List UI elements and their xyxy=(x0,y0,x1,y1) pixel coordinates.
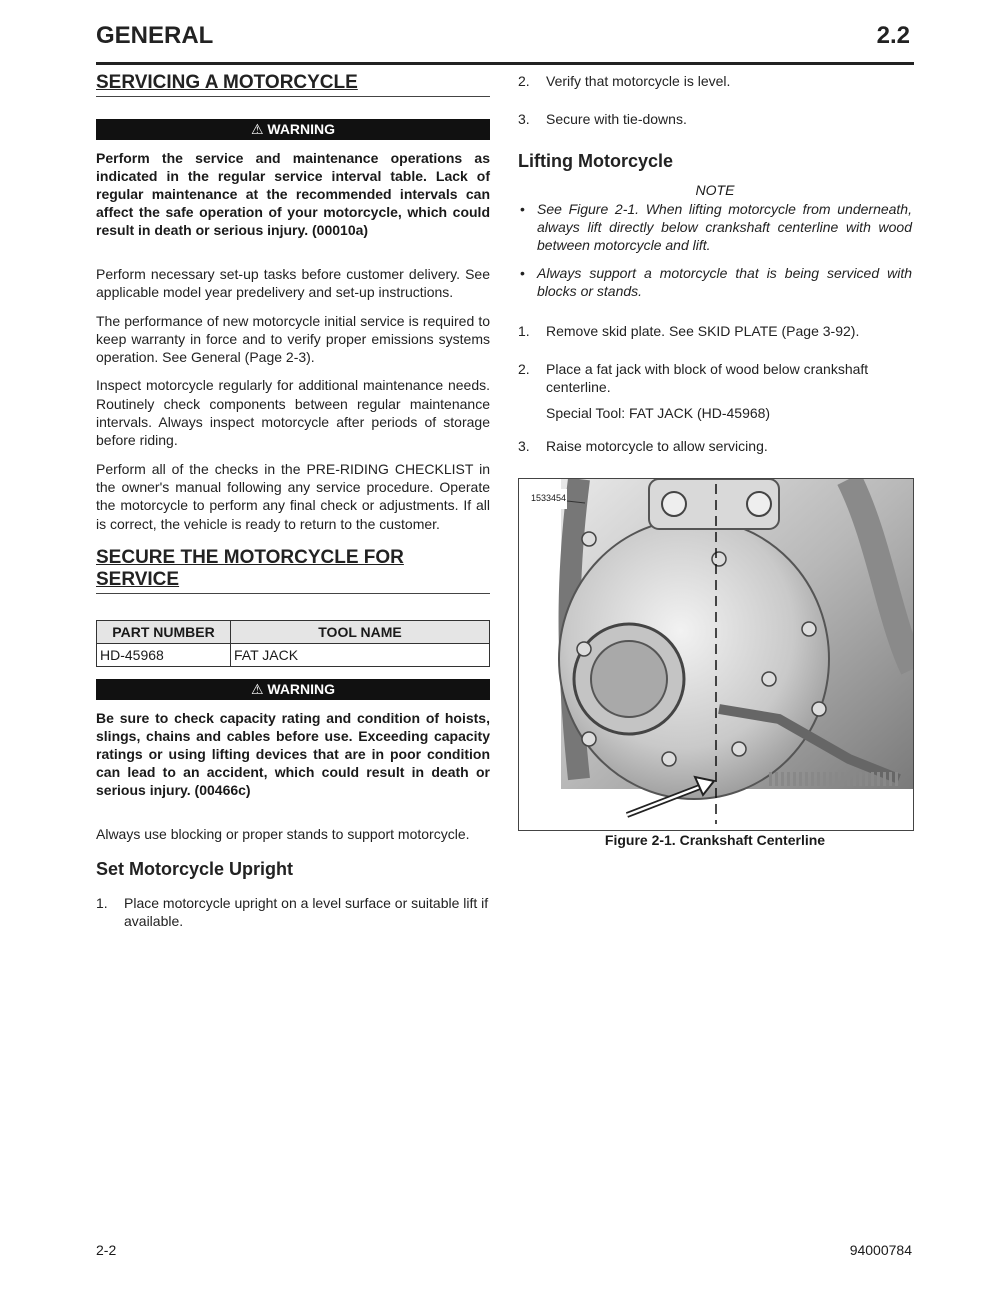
servicing-section-title: SERVICING A MOTORCYCLE xyxy=(96,72,490,97)
table-row xyxy=(97,643,490,666)
list-item xyxy=(518,72,912,90)
step-number: 2. xyxy=(518,73,530,89)
step-number: 1. xyxy=(96,895,108,912)
step-number: 2. xyxy=(518,360,530,377)
paragraph: Always use blocking or proper stands to support motorcycle. xyxy=(96,825,470,842)
paragraph: Perform all of the checks in the PRE-RIDING CHECKLIST in the owner's manual following any service procedure. Operate the motorcycle to perform any final check or adjustments. If all is correct, the vehicle is ready to return to the customer. xyxy=(96,460,490,532)
note-heading: NOTE xyxy=(695,181,735,198)
step-text: Raise motorcycle to allow servicing. xyxy=(546,437,768,454)
special-tool-line: Special Tool: FAT JACK (HD-45968) xyxy=(546,405,771,422)
bullet-icon: • xyxy=(520,264,525,281)
figure-id-label: 1533454 xyxy=(531,493,567,503)
figure-crankshaft-centerline xyxy=(518,478,914,831)
list-item xyxy=(96,894,490,931)
paragraph: Perform necessary set-up tasks before customer delivery. See applicable model year predelivery and set-up instructions. xyxy=(96,266,490,301)
lifting-subsection-title: Lifting Motorcycle xyxy=(518,150,674,171)
table-header-tool-name: TOOL NAME xyxy=(231,620,490,643)
document-number: 94000784 xyxy=(849,1242,912,1258)
right-column xyxy=(518,72,912,467)
warning-text: Be sure to check capacity rating and condition of hoists, slings, chains and cables before use. Exceeding capacity ratings or using lifting devices that are in poor condition can lead to an accident, which could result in death or serious injury. (00466c) xyxy=(96,709,490,798)
step-text: Secure with tie-downs. xyxy=(546,111,687,128)
list-item xyxy=(518,360,912,423)
tool-table xyxy=(96,620,490,667)
left-column xyxy=(96,72,490,943)
figure-caption: Figure 2-1. Crankshaft Centerline xyxy=(604,832,826,848)
section-number: 2.2 xyxy=(876,22,910,49)
step-text: Remove skid plate. See SKID PLATE (Page 3-92). xyxy=(546,322,860,339)
step-number: 1. xyxy=(518,322,530,339)
list-item xyxy=(518,322,912,340)
note-item xyxy=(518,264,912,300)
table-cell-tool-name: FAT JACK xyxy=(231,643,490,666)
warning-banner: ⚠ WARNING xyxy=(96,679,490,700)
table-cell-part-number: HD-45968 xyxy=(97,643,231,666)
list-item xyxy=(518,437,912,455)
bullet-icon: • xyxy=(520,200,525,217)
upright-subsection-title: Set Motorcycle Upright xyxy=(96,859,294,880)
note-text: See Figure 2-1. When lifting motorcycle from underneath, always lift directly below crankshaft centerline with wood between motorcycle and lift. xyxy=(537,200,912,253)
paragraph: Inspect motorcycle regularly for additional maintenance needs. Routinely check components between regular maintenance intervals. Always inspect motorcycle after periods of storage before riding. xyxy=(96,377,490,449)
warning-text: Perform the service and maintenance operations as indicated in the regular service interval table. Lack of regular maintenance at the recommended intervals can affect the safe operation of your motorcycle, which could result in death or serious injury. (00010a) xyxy=(96,150,490,238)
secure-section-title: SECURE THE MOTORCYCLE FOR SERVICE xyxy=(96,547,490,594)
step-number: 3. xyxy=(518,437,530,454)
step-number: 3. xyxy=(518,111,530,128)
step-text: Verify that motorcycle is level. xyxy=(546,73,731,89)
note-text: Always support a motorcycle that is being serviced with blocks or stands. xyxy=(537,264,912,299)
step-text: Place a fat jack with block of wood below crankshaft centerline. xyxy=(546,360,869,396)
warning-banner: ⚠ WARNING xyxy=(96,119,490,140)
paragraph: The performance of new motorcycle initial service is required to keep warranty in force and to verify proper emissions systems operation. See General (Page 2-3). xyxy=(96,312,490,366)
header-rule xyxy=(96,62,914,65)
step-text: Place motorcycle upright on a level surface or suitable lift if available. xyxy=(124,895,489,930)
engine-photo xyxy=(519,479,913,830)
page-header-title: GENERAL xyxy=(96,22,214,49)
table-header-part-number: PART NUMBER xyxy=(97,620,231,643)
list-item xyxy=(518,110,912,128)
page-number: 2-2 xyxy=(96,1242,117,1258)
note-item xyxy=(518,200,912,254)
